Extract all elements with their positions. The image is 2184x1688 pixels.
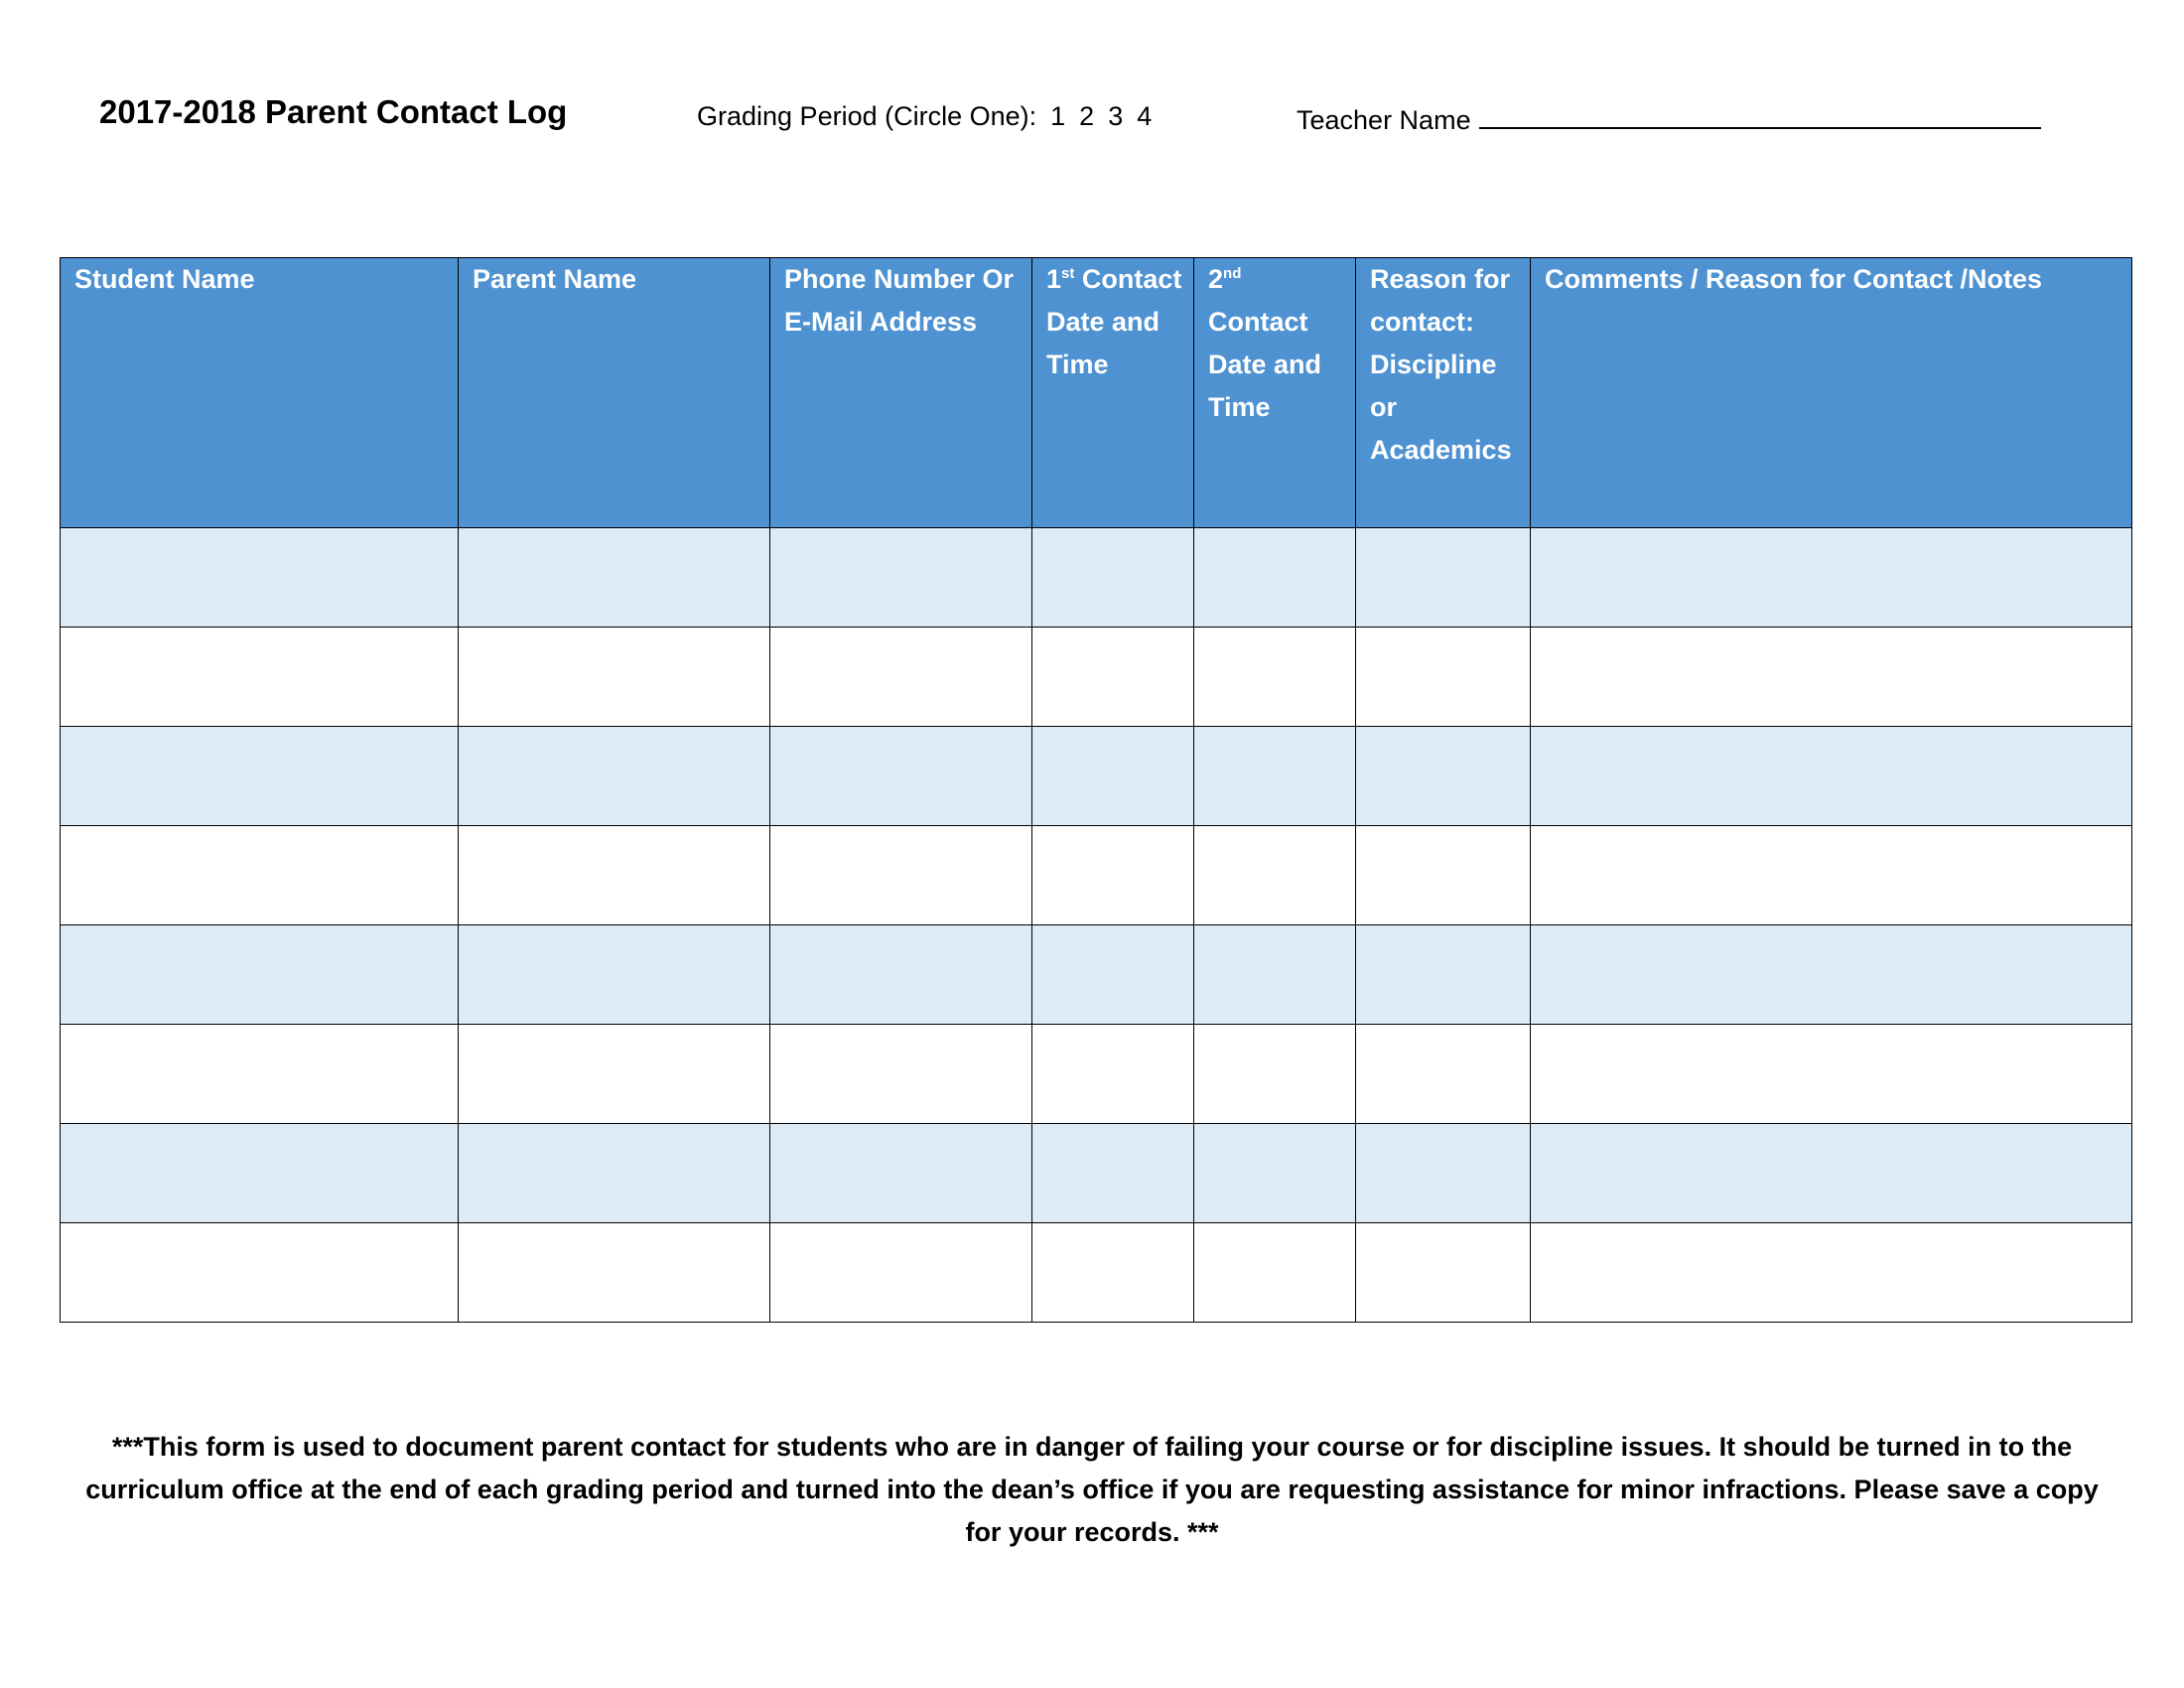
phone-header-line-1: Phone Number Or [784,264,1015,294]
grading-option-4[interactable]: 4 [1137,101,1153,131]
phone-email-cell[interactable] [770,628,1032,727]
student-name-cell[interactable] [61,1025,459,1124]
grading-option-3[interactable]: 3 [1108,101,1124,131]
student-name-cell[interactable] [61,826,459,925]
second-contact-suffix: nd [1223,265,1242,282]
column-header-parent-name: Parent Name [459,258,770,528]
first-contact-cell[interactable] [1032,925,1194,1025]
column-header-phone-email [770,258,1032,528]
phone-email-cell[interactable] [770,1124,1032,1223]
second-contact-cell[interactable] [1194,1025,1356,1124]
reason-cell[interactable] [1356,925,1531,1025]
parent-name-cell[interactable] [459,925,770,1025]
table-body [61,528,2132,1323]
comments-cell[interactable] [1531,727,2132,826]
grading-option-1[interactable]: 1 [1050,101,1066,131]
comments-cell[interactable] [1531,528,2132,628]
reason-cell[interactable] [1356,727,1531,826]
grading-period [697,101,1152,132]
phone-header-line-2: E-Mail Address [784,307,978,337]
reason-cell[interactable] [1356,1124,1531,1223]
second-contact-cell[interactable] [1194,925,1356,1025]
second-contact-cell[interactable] [1194,826,1356,925]
phone-email-cell[interactable] [770,925,1032,1025]
comments-cell[interactable] [1531,1025,2132,1124]
student-name-cell[interactable] [61,925,459,1025]
parent-name-cell[interactable] [459,727,770,826]
table-header-row [61,258,2132,528]
grading-period-options [1036,101,1152,131]
student-name-cell[interactable] [61,1223,459,1323]
column-header-comments: Comments / Reason for Contact /Notes [1531,258,2132,528]
column-header-first-contact [1032,258,1194,528]
column-header-student-name: Student Name [61,258,459,528]
first-contact-number: 1 [1046,264,1062,294]
second-contact-cell[interactable] [1194,1223,1356,1323]
table-row [61,925,2132,1025]
column-header-second-contact [1194,258,1356,528]
teacher-name-line[interactable] [1479,101,2041,129]
first-contact-cell[interactable] [1032,1223,1194,1323]
student-name-cell[interactable] [61,727,459,826]
parent-name-cell[interactable] [459,1124,770,1223]
phone-email-cell[interactable] [770,727,1032,826]
first-contact-label: Contact Date and Time [1046,264,1182,379]
parent-name-cell[interactable] [459,826,770,925]
table-row [61,628,2132,727]
second-contact-cell[interactable] [1194,528,1356,628]
table-row [61,727,2132,826]
table-row [61,1025,2132,1124]
grading-period-label: Grading Period (Circle One): [697,101,1037,131]
second-contact-cell[interactable] [1194,727,1356,826]
teacher-name-field [1297,101,2041,136]
second-contact-cell[interactable] [1194,1124,1356,1223]
comments-cell[interactable] [1531,1223,2132,1323]
column-header-reason: Reason for contact: Discipline or Academics [1356,258,1531,528]
phone-email-cell[interactable] [770,1025,1032,1124]
table-row [61,1124,2132,1223]
reason-cell[interactable] [1356,1025,1531,1124]
student-name-cell[interactable] [61,528,459,628]
form-title: 2017-2018 Parent Contact Log [99,93,568,130]
phone-email-cell[interactable] [770,826,1032,925]
second-contact-label: Contact Date and Time [1208,307,1322,422]
comments-cell[interactable] [1531,628,2132,727]
first-contact-cell[interactable] [1032,727,1194,826]
first-contact-suffix: st [1061,265,1075,282]
second-contact-number: 2 [1208,264,1224,294]
parent-name-cell[interactable] [459,628,770,727]
first-contact-cell[interactable] [1032,528,1194,628]
reason-cell[interactable] [1356,826,1531,925]
table-row [61,528,2132,628]
student-name-cell[interactable] [61,628,459,727]
table-row [61,826,2132,925]
comments-cell[interactable] [1531,1124,2132,1223]
phone-email-cell[interactable] [770,528,1032,628]
comments-cell[interactable] [1531,826,2132,925]
form-instructions-note: ***This form is used to document parent contact for students who are in danger of failing your course or for discipline issues. It should be turned in to the curriculum office at the end of each grading period and turned into the dean’s office if you are requesting assistance for minor infractions. Please save a copy for your records. *** [85,1432,2099,1547]
parent-name-cell[interactable] [459,1025,770,1124]
reason-cell[interactable] [1356,1223,1531,1323]
comments-cell[interactable] [1531,925,2132,1025]
parent-name-cell[interactable] [459,528,770,628]
first-contact-cell[interactable] [1032,1124,1194,1223]
parent-name-cell[interactable] [459,1223,770,1323]
student-name-cell[interactable] [61,1124,459,1223]
first-contact-cell[interactable] [1032,1025,1194,1124]
grading-option-2[interactable]: 2 [1079,101,1095,131]
first-contact-cell[interactable] [1032,628,1194,727]
reason-cell[interactable] [1356,528,1531,628]
teacher-name-label: Teacher Name [1297,105,1471,135]
phone-email-cell[interactable] [770,1223,1032,1323]
table-row [61,1223,2132,1323]
reason-cell[interactable] [1356,628,1531,727]
second-contact-cell[interactable] [1194,628,1356,727]
first-contact-cell[interactable] [1032,826,1194,925]
contact-log-table [60,257,2132,1323]
